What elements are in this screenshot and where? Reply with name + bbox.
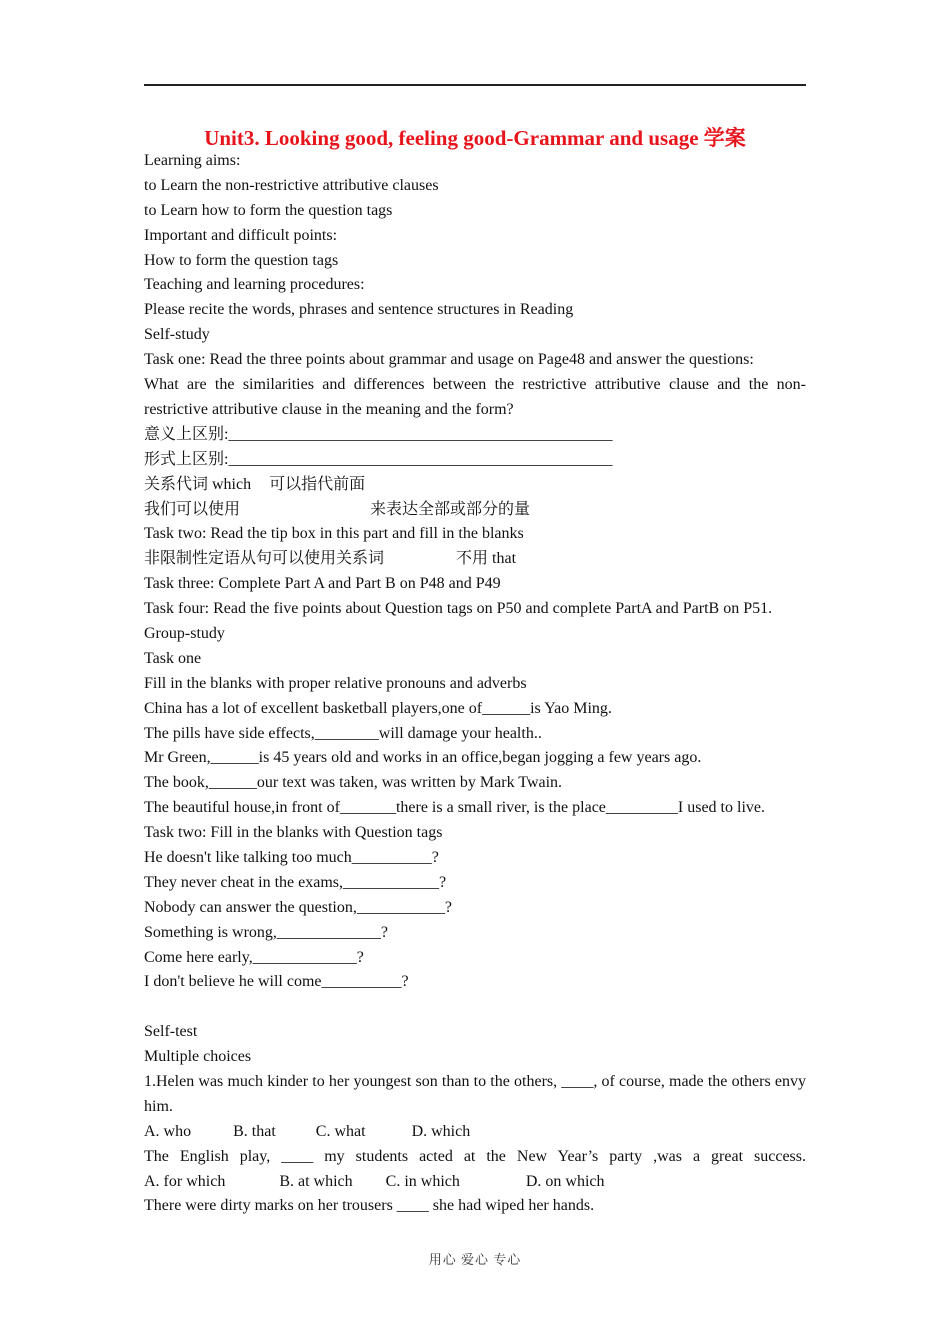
text-line: China has a lot of excellent basketball players,one of______is Yao Ming. (144, 699, 612, 717)
text-line: to Learn how to form the question tags (144, 201, 393, 219)
text-line: 形式上区别:________________________________________________ (144, 450, 613, 468)
text-line: The pills have side effects,________will damage your health.. (144, 724, 542, 742)
text-line: Task one: Read the three points about grammar and usage on Page48 and answer the questions: (144, 351, 754, 369)
option-c: C. what (315, 1122, 366, 1140)
text-line: How to form the question tags (144, 251, 339, 269)
text-segment: 不用 that (456, 550, 517, 568)
text-line: They never cheat in the exams,____________? (144, 873, 447, 891)
text-line: Something is wrong,_____________? (144, 923, 388, 941)
page-title: Unit3. Looking good, feeling good-Grammar and usage 学案 (204, 126, 746, 150)
header-rule (144, 84, 806, 86)
text-line (144, 547, 806, 572)
text-line: The beautiful house,in front of_______there is a small river, is the place_________I used to live. (144, 799, 765, 817)
text-line: Task one (144, 649, 202, 667)
option-b: B. that (233, 1122, 276, 1140)
question-line: The English play, ____ my students acted at the New Year’s party ,was a great success. (144, 1147, 806, 1165)
answer-options (144, 1120, 806, 1145)
text-line (144, 473, 806, 498)
text-line: There were dirty marks on her trousers ____ she had wiped her hands. (144, 1197, 595, 1215)
text-line: Teaching and learning procedures: (144, 276, 365, 294)
option-d: D. on which (525, 1172, 605, 1190)
text-line: Self-study (144, 326, 210, 344)
text-line: Please recite the words, phrases and sentence structures in Reading (144, 301, 574, 319)
option-b: B. at which (279, 1172, 353, 1190)
text-line: Task two: Read the tip box in this part and fill in the blanks (144, 525, 524, 543)
text-line: Fill in the blanks with proper relative pronouns and adverbs (144, 674, 527, 692)
text-line: Mr Green,______is 45 years old and works in an office,began jogging a few years ago. (144, 749, 702, 767)
option-a: A. who (144, 1122, 192, 1140)
text-line: Nobody can answer the question,___________? (144, 898, 452, 916)
page-footer: 用心 爱心 专心 (428, 1252, 522, 1267)
text-segment: 非限制性定语从句可以使用关系词 (144, 550, 385, 568)
text-line: Task four: Read the five points about Question tags on P50 and complete PartA and PartB on P51. (144, 600, 773, 618)
option-c: C. in which (385, 1172, 460, 1190)
document-body (144, 149, 806, 1219)
text-segment: 来表达全部或部分的量 (370, 500, 531, 518)
text-segment: 我们可以使用 (144, 500, 241, 518)
text-line: Task three: Complete Part A and Part B on P48 and P49 (144, 575, 501, 593)
text-line: to Learn the non-restrictive attributive clauses (144, 176, 439, 194)
text-line: He doesn't like talking too much__________? (144, 848, 439, 866)
text-line: Learning aims: (144, 152, 241, 169)
text-segment: 可以指代前面 (269, 475, 366, 493)
answer-options (144, 1170, 806, 1195)
text-line: Self-test (144, 1023, 198, 1041)
question-paragraph: 1.Helen was much kinder to her youngest son than to the others, ____, of course, made the others envy him. (144, 1072, 806, 1115)
option-d: D. which (411, 1122, 471, 1140)
text-line: The book,______our text was taken, was written by Mark Twain. (144, 774, 563, 792)
text-line: Important and difficult points: (144, 226, 338, 244)
text-line: Group-study (144, 624, 225, 642)
text-line: Multiple choices (144, 1048, 252, 1066)
text-line: Come here early,_____________? (144, 948, 364, 966)
blank-line (144, 995, 806, 1020)
text-line: Task two: Fill in the blanks with Question tags (144, 824, 443, 842)
text-line: 意义上区别:________________________________________________ (144, 425, 613, 443)
question-paragraph: What are the similarities and differences between the restrictive attributive clause and the non-restrictive attributive clause in the meaning and the form? (144, 376, 806, 418)
text-segment: 关系代词 which (144, 475, 252, 493)
text-line (144, 498, 806, 523)
text-line: I don't believe he will come__________? (144, 973, 409, 991)
option-a: A. for which (144, 1172, 226, 1190)
